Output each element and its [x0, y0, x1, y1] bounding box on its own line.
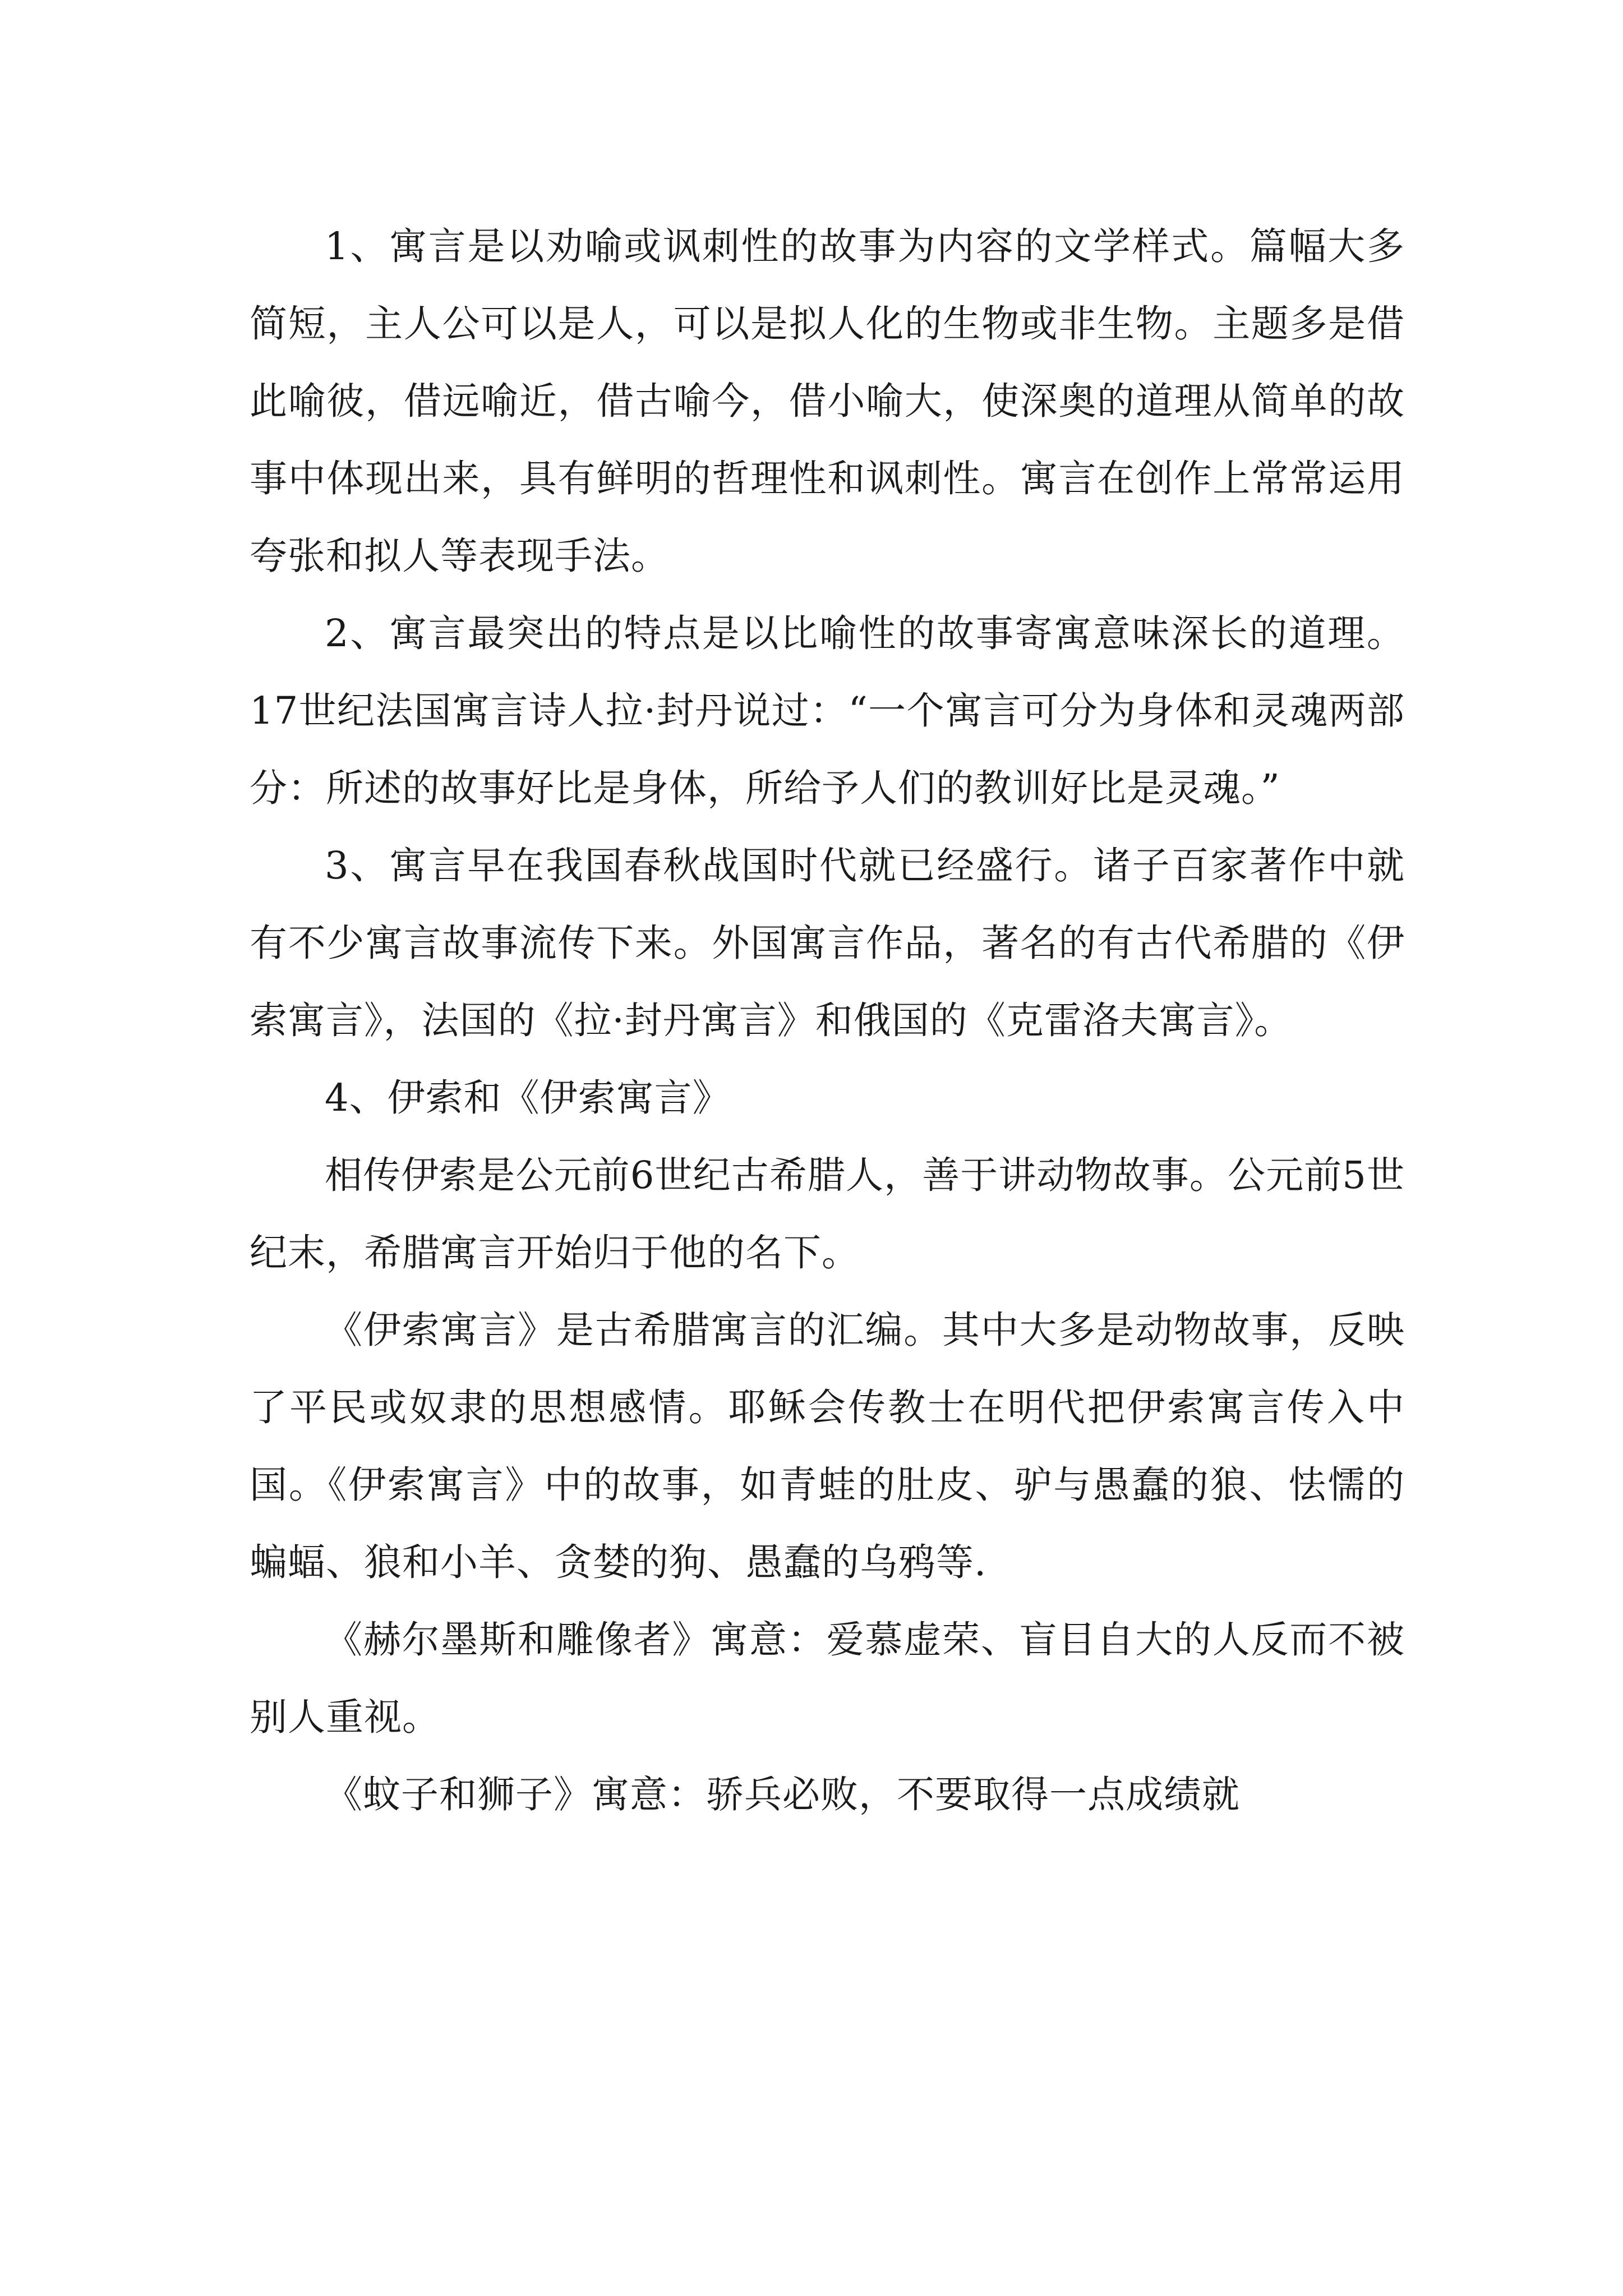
paragraph-aesop-heading: 4、伊索和《伊索寓言》	[325, 1076, 731, 1120]
paragraph-gnat-lion-moral: 《蚊子和狮子》寓意：骄兵必败，不要取得一点成绩就	[325, 1773, 1240, 1816]
paragraph-aesop-fables: 《伊索寓言》是古希腊寓言的汇编。其中大多是动物故事，反映了平民或奴隶的思想感情。耶稣会传教士在明代把伊索寓言传入中国。《伊索寓言》中的故事，如青蛙的肚皮、驴与愚蠢的狼、怯懦的蝙蝠、狼和小羊、贪婪的狗、愚蠢的乌鸦等.	[250, 1308, 1405, 1584]
paragraph-fable-definition: 1、寓言是以劝喻或讽刺性的故事为内容的文学样式。篇幅大多简短，主人公可以是人，可以是拟人化的生物或非生物。主题多是借此喻彼，借远喻近，借古喻今，借小喻大，使深奥的道理从简单的故事中体现出来，具有鲜明的哲理性和讽刺性。寓言在创作上常常运用夸张和拟人等表现手法。	[250, 224, 1405, 578]
document-body	[250, 208, 1405, 1833]
paragraph-fable-feature: 2、寓言最突出的特点是以比喻性的故事寄寓意味深长的道理。17世纪法国寓言诗人拉·封丹说过：“一个寓言可分为身体和灵魂两部分：所述的故事好比是身体，所给予人们的教训好比是灵魂。”	[250, 611, 1405, 810]
paragraph-aesop-bio: 相传伊索是公元前6世纪古希腊人，善于讲动物故事。公元前5世纪末，希腊寓言开始归于他的名下。	[250, 1153, 1405, 1274]
paragraph-hermes-moral: 《赫尔墨斯和雕像者》寓意：爱慕虚荣、盲目自大的人反而不被别人重视。	[250, 1618, 1405, 1739]
paragraph-fable-history: 3、寓言早在我国春秋战国时代就已经盛行。诸子百家著作中就有不少寓言故事流传下来。外国寓言作品，著名的有古代希腊的《伊索寓言》，法国的《拉·封丹寓言》和俄国的《克雷洛夫寓言》。	[250, 844, 1405, 1042]
